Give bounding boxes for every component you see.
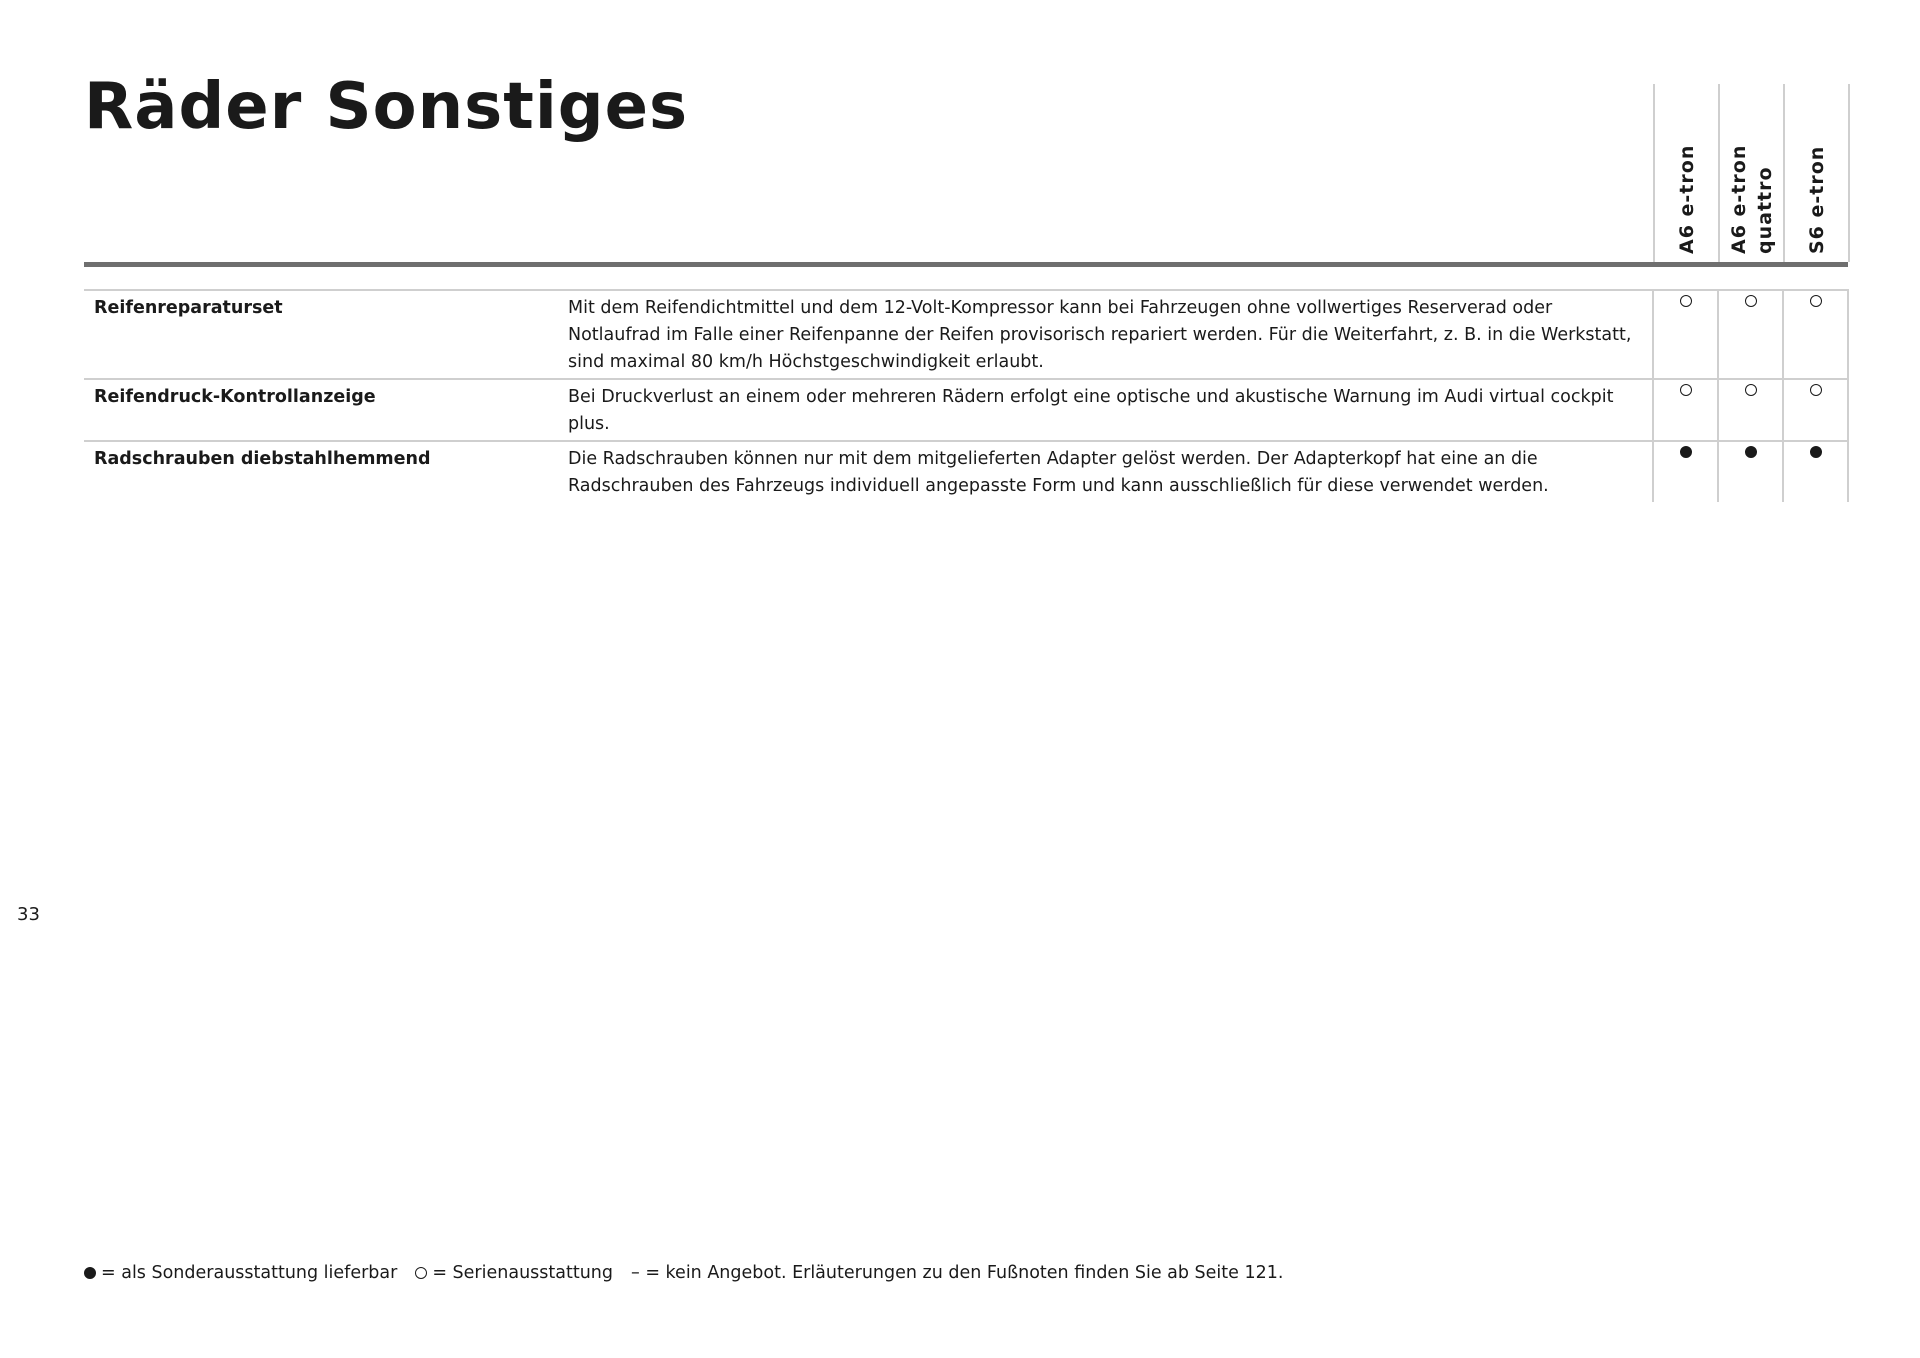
- open-circle-icon: [1810, 384, 1822, 396]
- model-header-label: A6 e-tron: [1728, 144, 1750, 254]
- open-circle-icon: [1680, 384, 1692, 396]
- open-circle-icon: [1810, 295, 1822, 307]
- feature-description: Bei Druckverlust an einem oder mehreren Rädern erfolgt eine optische und akustische Warnung im Audi virtual cockpit plus.: [558, 379, 1653, 441]
- filled-circle-icon: [1680, 446, 1692, 458]
- filled-circle-icon: [1810, 446, 1822, 458]
- availability-cell: [1653, 379, 1718, 441]
- legend: [84, 1260, 1301, 1286]
- model-header-label: S6 e-tron: [1806, 145, 1828, 254]
- availability-cell: [1718, 441, 1783, 502]
- legend-not-available-text: – = kein Angebot. Erläuterungen zu den Fußnoten finden Sie ab Seite 121.: [631, 1263, 1284, 1283]
- availability-cell: [1653, 441, 1718, 502]
- table-row: [84, 379, 1848, 441]
- legend-not-available: [631, 1263, 1283, 1283]
- open-circle-icon: [415, 1267, 427, 1279]
- filled-circle-icon: [84, 1267, 96, 1279]
- availability-cell: [1653, 290, 1718, 379]
- legend-standard: [415, 1263, 613, 1283]
- model-header-label: A6 e-tron: [1676, 144, 1698, 254]
- open-circle-icon: [1745, 384, 1757, 396]
- model-header-a6-etron-quattro: [1720, 84, 1784, 256]
- availability-cell: [1783, 379, 1848, 441]
- filled-circle-icon: [1745, 446, 1757, 458]
- legend-optional: [84, 1263, 397, 1283]
- availability-cell: [1783, 290, 1848, 379]
- page-number: 33: [17, 904, 40, 925]
- legend-optional-text: = als Sonderausstattung lieferbar: [101, 1263, 398, 1283]
- model-header-label-line2: quattro: [1754, 166, 1776, 254]
- header-rule: [84, 262, 1848, 267]
- availability-cell: [1718, 290, 1783, 379]
- open-circle-icon: [1745, 295, 1757, 307]
- feature-description: Mit dem Reifendichtmittel und dem 12-Volt-Kompressor kann bei Fahrzeugen ohne vollwertiges Reserverad oder Notlaufrad im Falle einer Reifenpanne der Reifen provisorisch repariert werden. Für die Weiterfahrt, z. B. in die Werkstatt, sind maximal 80 km/h Höchstgeschwindigkeit erlaubt.: [558, 290, 1653, 379]
- availability-cell: [1783, 441, 1848, 502]
- table-row: [84, 290, 1848, 379]
- model-header-a6-etron: [1655, 84, 1719, 256]
- feature-name: Reifenreparaturset: [84, 290, 558, 379]
- model-header-s6-etron: [1785, 84, 1849, 256]
- feature-name: Radschrauben diebstahlhemmend: [84, 441, 558, 502]
- legend-standard-text: = Serienausstattung: [432, 1263, 613, 1283]
- feature-name: Reifendruck-Kontrollanzeige: [84, 379, 558, 441]
- availability-cell: [1718, 379, 1783, 441]
- equipment-table: [84, 289, 1849, 502]
- feature-description: Die Radschrauben können nur mit dem mitgelieferten Adapter gelöst werden. Der Adapterkopf hat eine an die Radschrauben des Fahrzeugs individuell angepasste Form und kann ausschließlich für diese verwendet werden.: [558, 441, 1653, 502]
- page-title: Räder Sonstiges: [84, 70, 689, 144]
- table-row: [84, 441, 1848, 502]
- open-circle-icon: [1680, 295, 1692, 307]
